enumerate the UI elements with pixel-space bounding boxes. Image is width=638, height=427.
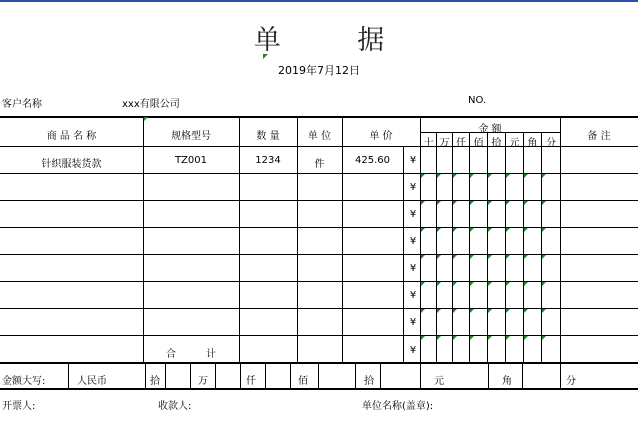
capital-unit: 分: [566, 376, 576, 387]
digit-column-line: [523, 132, 524, 362]
header-spec: 规格型号: [171, 131, 211, 142]
cell-marker-icon: [488, 228, 492, 232]
capital-unit: 拾: [364, 376, 374, 387]
cell-marker-icon: [524, 174, 528, 178]
row-yen: ¥: [409, 209, 417, 220]
digit-header: 拾: [491, 138, 502, 149]
capital-unit: 万: [198, 376, 208, 387]
digit-header: 元: [509, 138, 520, 149]
header-remark: 备 注: [587, 131, 611, 142]
table-top-border: [0, 116, 638, 118]
column-line: [143, 116, 144, 362]
cell-marker-icon: [524, 255, 528, 259]
cell-marker-icon: [437, 228, 441, 232]
number-label: NO.: [468, 95, 487, 106]
capital-unit: 角: [502, 376, 512, 387]
capital-cell-line: [240, 364, 241, 388]
company-seal-label: 单位名称(盖章):: [362, 401, 434, 412]
total-bottom-border: [0, 362, 638, 364]
cell-marker-icon: [488, 174, 492, 178]
cell-marker-icon: [470, 201, 474, 205]
header-qty: 数 量: [256, 131, 280, 142]
capital-bottom-border: [0, 388, 638, 390]
digit-header: 十: [423, 138, 434, 149]
cell-marker-icon: [470, 336, 474, 340]
capital-cell-line: [420, 364, 421, 388]
row-price: 425.60: [355, 155, 390, 166]
cell-marker-icon: [453, 309, 457, 313]
customer-label: 客户名称: [2, 99, 42, 110]
row-spec: TZ001: [174, 155, 208, 166]
header-amount: 金 额: [478, 124, 502, 135]
digit-column-line: [436, 132, 437, 362]
cell-marker-icon: [453, 228, 457, 232]
cell-marker-icon: [506, 336, 510, 340]
cell-marker-icon: [437, 282, 441, 286]
cell-marker-icon: [524, 309, 528, 313]
cell-marker-icon: [453, 282, 457, 286]
cell-marker-icon: [506, 201, 510, 205]
cell-marker-icon: [524, 201, 528, 205]
column-line: [560, 116, 561, 362]
cell-marker-icon: [437, 201, 441, 205]
cell-marker-icon: [542, 309, 546, 313]
issuer-label: 开票人:: [2, 401, 36, 412]
capital-cell-line: [318, 364, 319, 388]
cell-marker-icon: [421, 255, 425, 259]
digit-header: 角: [527, 138, 538, 149]
cell-marker-icon: [470, 174, 474, 178]
header-price: 单 价: [369, 131, 393, 142]
customer-value: xxx有限公司: [122, 99, 180, 110]
cell-marker-icon: [542, 174, 546, 178]
cell-marker-icon: [437, 174, 441, 178]
capital-currency: 人民币: [77, 376, 107, 387]
cell-marker-icon: [524, 228, 528, 232]
cell-marker-icon: [421, 174, 425, 178]
capital-cell-line: [488, 364, 489, 388]
capital-cell-line: [560, 364, 561, 388]
digit-column-line: [541, 132, 542, 362]
cell-marker-icon: [470, 309, 474, 313]
row-product: 针织服装货款: [41, 159, 102, 170]
cell-marker-icon: [488, 201, 492, 205]
digit-column-line: [469, 132, 470, 362]
capital-cell-line: [265, 364, 266, 388]
row-yen: ¥: [409, 290, 417, 301]
digit-header: 佰: [473, 138, 484, 149]
capital-unit: 佰: [298, 376, 308, 387]
column-line: [297, 116, 298, 362]
capital-unit: 元: [434, 376, 444, 387]
cell-marker-icon: [470, 282, 474, 286]
cell-marker-icon: [453, 201, 457, 205]
row-yen: ¥: [409, 182, 417, 193]
cell-marker-icon: [506, 309, 510, 313]
digit-column-line: [420, 132, 421, 362]
cell-marker-icon: [542, 255, 546, 259]
digit-header: 分: [546, 138, 556, 149]
capital-unit: 仟: [246, 376, 256, 387]
cell-marker-icon: [453, 174, 457, 178]
digit-header: 万: [439, 138, 450, 149]
row-unit: 件: [314, 159, 325, 170]
cell-marker-icon: [421, 201, 425, 205]
digit-column-line: [505, 132, 506, 362]
top-border: [0, 0, 638, 2]
capital-unit: 拾: [150, 376, 160, 387]
cell-marker-icon: [488, 255, 492, 259]
cell-marker-icon: [506, 282, 510, 286]
capital-cell-line: [190, 364, 191, 388]
capital-cell-line: [145, 364, 146, 388]
cell-marker-icon: [488, 336, 492, 340]
column-line: [239, 116, 240, 362]
cell-marker-icon: [453, 255, 457, 259]
cell-marker-icon: [488, 282, 492, 286]
cell-marker-icon: [144, 117, 148, 121]
cell-marker-icon: [524, 336, 528, 340]
column-line: [342, 116, 343, 362]
capital-cell-line: [165, 364, 166, 388]
row-yen: ¥: [409, 155, 417, 166]
cell-marker-icon: [421, 309, 425, 313]
yen-column-line: [403, 146, 404, 362]
payee-label: 收款人:: [158, 401, 192, 412]
cell-marker-icon: [437, 255, 441, 259]
capital-cell-line: [355, 364, 356, 388]
cell-marker-icon: [506, 255, 510, 259]
cell-marker-icon: [263, 54, 268, 59]
row-yen: ¥: [409, 236, 417, 247]
cell-marker-icon: [506, 228, 510, 232]
header-unit: 单 位: [307, 131, 332, 142]
cell-marker-icon: [421, 282, 425, 286]
cell-marker-icon: [542, 228, 546, 232]
cell-marker-icon: [470, 228, 474, 232]
cell-marker-icon: [542, 336, 546, 340]
cell-marker-icon: [421, 336, 425, 340]
cell-marker-icon: [470, 255, 474, 259]
digit-header: 仟: [456, 138, 466, 149]
cell-marker-icon: [542, 282, 546, 286]
cell-marker-icon: [437, 309, 441, 313]
row-yen: ¥: [409, 263, 417, 274]
capital-cell-line: [522, 364, 523, 388]
cell-marker-icon: [421, 228, 425, 232]
row-yen: ¥: [409, 317, 417, 328]
cell-marker-icon: [542, 201, 546, 205]
capital-cell-line: [290, 364, 291, 388]
cell-marker-icon: [437, 336, 441, 340]
document-date: 2019年7月12日: [278, 64, 360, 77]
cell-marker-icon: [453, 336, 457, 340]
capital-cell-line: [215, 364, 216, 388]
total-yen: ¥: [409, 345, 417, 356]
cell-marker-icon: [488, 309, 492, 313]
cell-marker-icon: [506, 174, 510, 178]
digit-column-line: [452, 132, 453, 362]
header-product: 商 品 名 称: [46, 131, 97, 142]
total-label: 合 计: [166, 349, 216, 360]
cell-marker-icon: [524, 282, 528, 286]
capital-label: 金额大写:: [2, 376, 46, 387]
row-qty: 1234: [255, 155, 281, 166]
digit-column-line: [487, 132, 488, 362]
document-title: 单 据: [253, 25, 419, 56]
capital-cell-line: [380, 364, 381, 388]
capital-cell-line: [68, 364, 69, 388]
